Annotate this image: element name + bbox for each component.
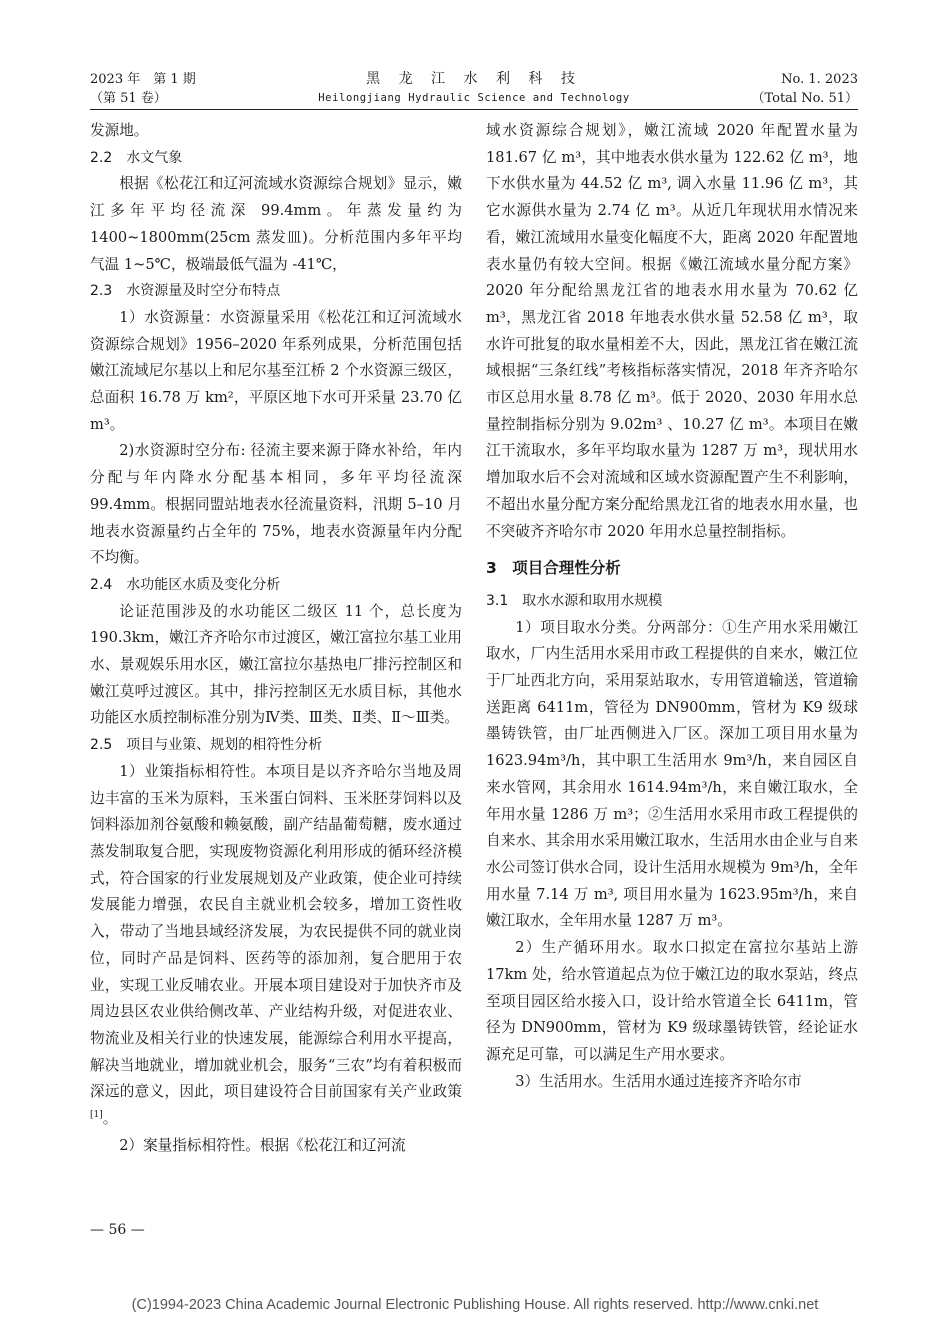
paragraph-intake-classification: 1）项目取水分类。分两部分：①生产用水采用嫩江取水，厂内生活用水采用市政工程提供的自来水，嫩江位于厂址西北方向，采用泵站取水，专用管道输送，管道输送距离 6411m，管径为 DN900mm，管材为 K9 级球墨铸铁管，由厂址西侧进入厂区。深加工项目用水量为 1623.94m³/h，其中职工生活用水 9m³/h，来自园区自来水管网，其余用水 1614.94m³/h，来自嫩江取水，全年用水量 1286 万 m³；②生活用水采用市政工程提供的自来水、其余用水采用嫩江取水，生活用水由企业与自来水公司签订供水合同，设计生活用水规模为 9m³/h，全年用水量 7.14 万 m³, 项目用水量为 1623.95m³/h，来自嫩江取水，全年用水量 1287 万 m³。 — [486, 618, 858, 930]
policy-text-end: 。 — [102, 1110, 118, 1128]
section-heading-2-2: 2.2 水文气象 — [90, 149, 183, 166]
left-column — [90, 118, 462, 1159]
paragraph-water-resources: 1）水资源量：水资源量采用《松花江和辽河流域水资源综合规划》1956–2020 年系列成果，分析范围包括嫩江流域尼尔基以上和尼尔基至江桥 2 个水资源三级区，总面积 16.78 万 km²，平原区地下水可开采量 23.70 亿 m³。 — [90, 308, 462, 433]
journal-title — [90, 70, 858, 108]
paragraph-continuation: 发源地。 — [90, 122, 149, 139]
section-heading-2-4: 2.4 水功能区水质及变化分析 — [90, 576, 281, 593]
paragraph-water-quality: 论证范围涉及的水功能区二级区 11 个，总长度为 190.3km，嫩江齐齐哈尔市过渡区，嫩江富拉尔基工业用水、景观娱乐用水区，嫩江富拉尔基热电厂排污控制区和嫩江莫呼过渡区。其中，排污控制区无水质目标，其他水功能区水质控制标准分别为Ⅳ类、Ⅲ类、Ⅱ类、Ⅱ～Ⅲ类。 — [90, 602, 462, 727]
citation-ref: [1] — [90, 1110, 103, 1121]
paragraph-hydrology: 根据《松花江和辽河流域水资源综合规划》显示，嫩江多年平均径流深 99.4mm。年蒸发量约为 1400~1800mm(25cm 蒸发皿)。分析范围内多年平均气温 1~5℃，极端最低气温为 -41℃， — [90, 175, 462, 273]
paragraph-domestic-water: 3）生活用水。生活用水通过连接齐齐哈尔市 — [515, 1072, 802, 1090]
copyright-footer: (C)1994-2023 China Academic Journal Electronic Publishing House. All rights reserved. http://www.cnki.net — [131, 1297, 819, 1313]
journal-header — [90, 70, 858, 112]
section-heading-3: 3 项目合理性分析 — [486, 559, 621, 578]
header-rule — [90, 109, 858, 110]
paragraph-quota-continued: 域水资源综合规划》，嫩江流域 2020 年配置水量为 181.67 亿 m³，其中地表水供水量为 122.62 亿 m³，地下水供水量为 44.52 亿 m³, 调入水量 11.96 亿 m³，其它水源供水量为 2.74 亿 m³。从近几年现状用水情况来看，嫩江流域用水量变化幅度不大，距离 2020 年配置地表水量仍有较大空间。根据《嫩江流域水量分配方案》2020 年分配给黑龙江省的地表水用水量为 70.62 亿 m³，黑龙江省 2018 年地表水供水量 52.58 亿 m³，取水许可批复的取水量相差不大，因此，黑龙江省在嫩江流域根据“三条红线”考核指标落实情况，2018 年齐齐哈尔市区总用水量 8.78 亿 m³。低于 2020、2030 年用水总量控制指标分别为 9.02m³ 、10.27 亿 m³。本项目在嫩江干流取水，多年平均取水量为 1287 万 m³，现状用水增加取水后不会对流域和区域水资源配置产生不利影响，不超出水量分配方案分配给黑龙江省的地表水用水量，也不突破齐齐哈尔市 2020 年用水总量控制指标。 — [486, 122, 858, 540]
right-column — [486, 118, 858, 1095]
issue-total-en: （Total No. 51） — [751, 91, 858, 106]
issue-number-en: No. 1. 2023 — [781, 72, 858, 87]
paragraph-policy — [90, 759, 462, 1133]
policy-text: 1）业策指标相符性。本项目是以齐齐哈尔当地及周边丰富的玉米为原料，玉米蛋白饲料、玉米胚芽饲料以及饲料添加剂谷氨酸和赖氨酸，副产结晶葡萄糖，废水通过蒸发制取复合肥，实现废物资源化利用形成的循环经济模式，符合国家的行业发展规划及产业政策，使企业可持续发展能力增强，农民自主就业机会较多，增加工资性收入，带动了当地县域经济发展，为农民提供不同的就业岗位，同时产品是饲料、医药等的添加剂，复合肥用于农业，实现工业反哺农业。开展本项目建设对于加快齐市及周边县区农业供给侧改革、产业结构升级，对促进农业、物流业及相关行业的快速发展，能源综合利用水平提高，解决当地就业，增加就业机会，服务“三农”均有着积极而深远的意义，因此，项目建设符合目前国家有关产业政策 — [90, 762, 462, 1101]
section-heading-2-3: 2.3 水资源量及时空分布特点 — [90, 283, 281, 300]
paragraph-quota: 2）案量指标相符性。根据《松花江和辽河流 — [119, 1136, 406, 1154]
paragraph-production-water: 2）生产循环用水。取水口拟定在富拉尔基站上游 17km 处，给水管道起点为位于嫩江边的取水泵站，终点至项目园区给水接入口，设计给水管道全长 6411m，管径为 DN900mm，管材为 K9 级球墨铸铁管，经论证水源充足可靠，可以满足生产用水要求。 — [486, 939, 858, 1063]
paragraph-temporal-distribution: 2)水资源时空分布: 径流主要来源于降水补给，年内分配与年内降水分配基本相同，多年平均径流深 99.4mm。根据同盟站地表水径流量资料，汛期 5–10 月地表水资源量约占全年的 75%，地表水资源量年内分配不均衡。 — [90, 442, 462, 567]
page-number: — 56 — — [90, 1222, 145, 1238]
issue-volume: （第 51 卷） — [90, 91, 167, 106]
section-heading-2-5: 2.5 项目与业策、规划的相符性分析 — [90, 737, 323, 754]
section-heading-3-1: 3.1 取水水源和取用水规模 — [486, 592, 663, 609]
issue-info-en — [751, 70, 858, 108]
journal-title-cn: 黑 龙 江 水 利 科 技 — [366, 71, 582, 87]
journal-title-en: Heilongjiang Hydraulic Science and Technology — [318, 92, 630, 104]
issue-year-number: 2023 年 第 1 期 — [90, 72, 196, 87]
